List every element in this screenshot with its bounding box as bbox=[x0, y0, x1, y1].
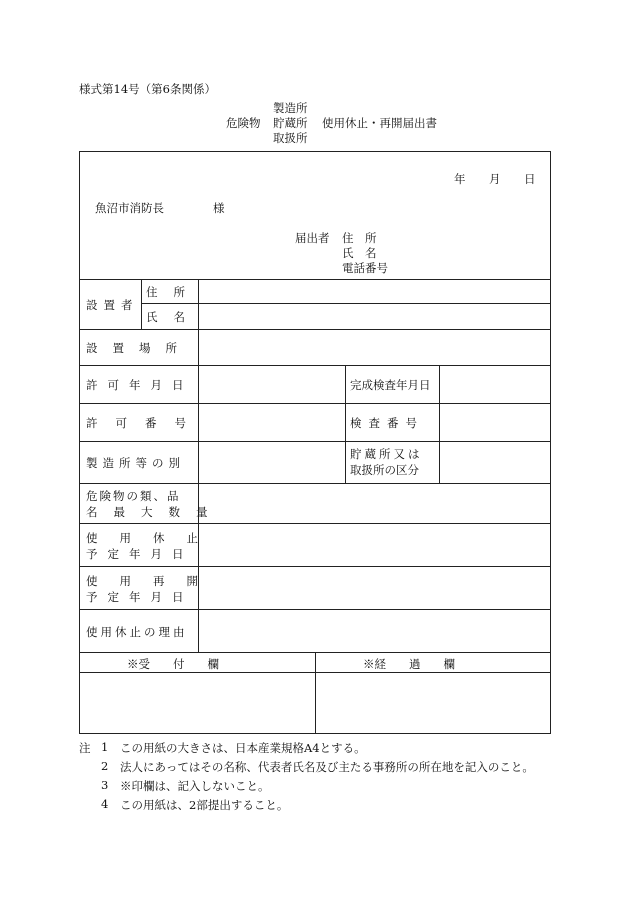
note-3-text: ※印欄は、記入しないこと。 bbox=[120, 779, 270, 793]
rule-installer-split bbox=[141, 279, 142, 329]
rule-installer-mid bbox=[141, 303, 550, 304]
date-month-label: 月 bbox=[489, 172, 501, 186]
title-prefix: 危険物 bbox=[226, 116, 261, 130]
notifier-phone-label: 電話番号 bbox=[342, 261, 388, 275]
form-number: 様式第14号（第6条関係） bbox=[79, 82, 216, 96]
rule-resume-bottom bbox=[80, 609, 550, 610]
permit-number-label: 許可番号 bbox=[86, 416, 204, 430]
suspend-label-line2: 予定年月日 bbox=[86, 547, 194, 561]
storage-category-line2: 取扱所の区分 bbox=[350, 463, 419, 477]
title-type-storage: 貯蔵所 bbox=[273, 116, 308, 130]
note-4-number: 4 bbox=[101, 797, 109, 811]
rule-location-bottom bbox=[80, 365, 550, 366]
installer-address-label: 住所 bbox=[146, 285, 201, 299]
rule-facility-type-bottom bbox=[80, 483, 550, 484]
rule-permit-date-bottom bbox=[80, 403, 550, 404]
reception-column-header: ※受 付 欄 bbox=[127, 657, 219, 671]
notes-label: 注 bbox=[79, 741, 91, 755]
title-suffix: 使用休止・再開届出書 bbox=[322, 116, 437, 130]
rule-right-label-column bbox=[439, 365, 440, 483]
reason-label: 使用休止の理由 bbox=[86, 625, 188, 639]
note-2-number: 2 bbox=[101, 759, 109, 773]
honorific: 様 bbox=[213, 201, 225, 215]
rule-permit-number-bottom bbox=[80, 441, 550, 442]
notifier-address-label: 住 所 bbox=[342, 231, 377, 245]
resume-label-line1: 使用再開 bbox=[86, 574, 220, 588]
title-type-manufacturing: 製造所 bbox=[273, 101, 308, 115]
notification-form bbox=[79, 151, 551, 734]
suspend-label-line1: 使用休止 bbox=[86, 531, 220, 545]
note-3-number: 3 bbox=[101, 778, 109, 792]
hazmat-label-line1: 危険物の類、品 bbox=[86, 489, 181, 503]
title-type-handling: 取扱所 bbox=[273, 131, 308, 145]
rule-hazmat-bottom bbox=[80, 523, 550, 524]
notifier-name-label: 氏 名 bbox=[342, 246, 377, 260]
rule-header-bottom bbox=[80, 279, 550, 280]
completion-inspection-date-label: 完成検査年月日 bbox=[350, 378, 431, 392]
installer-label bbox=[86, 297, 139, 313]
rule-middle-column bbox=[345, 365, 346, 483]
installer-label-text: 設置者 bbox=[86, 298, 139, 312]
rule-bottom-split bbox=[315, 652, 316, 733]
permit-date-label: 許可年月日 bbox=[86, 378, 194, 392]
rule-installer-bottom bbox=[80, 329, 550, 330]
note-2-text: 法人にあってはその名称、代表者氏名及び主たる事務所の所在地を記入のこと。 bbox=[120, 760, 534, 774]
note-1-number: 1 bbox=[101, 740, 109, 754]
addressee: 魚沼市消防長 bbox=[95, 201, 164, 215]
progress-column-header: ※経 過 欄 bbox=[363, 657, 455, 671]
rule-suspend-bottom bbox=[80, 566, 550, 567]
date-day-label: 日 bbox=[524, 172, 536, 186]
inspection-number-label: 検査番号 bbox=[350, 416, 424, 430]
note-4-text: この用紙は、2部提出すること。 bbox=[120, 798, 289, 812]
notifier-label: 届出者 bbox=[295, 231, 330, 245]
location-label: 設置場所 bbox=[86, 341, 192, 355]
facility-type-label: 製造所等の別 bbox=[86, 456, 185, 470]
date-year-label: 年 bbox=[454, 172, 466, 186]
resume-label-line2: 予定年月日 bbox=[86, 590, 194, 604]
storage-category-line1: 貯蔵所又は bbox=[350, 447, 423, 461]
note-1-text: この用紙の大きさは、日本産業規格A4とする。 bbox=[120, 741, 366, 755]
installer-name-label: 氏名 bbox=[146, 310, 201, 324]
hazmat-label-line2: 名最大数量 bbox=[86, 505, 224, 519]
rule-label-column bbox=[198, 279, 199, 652]
